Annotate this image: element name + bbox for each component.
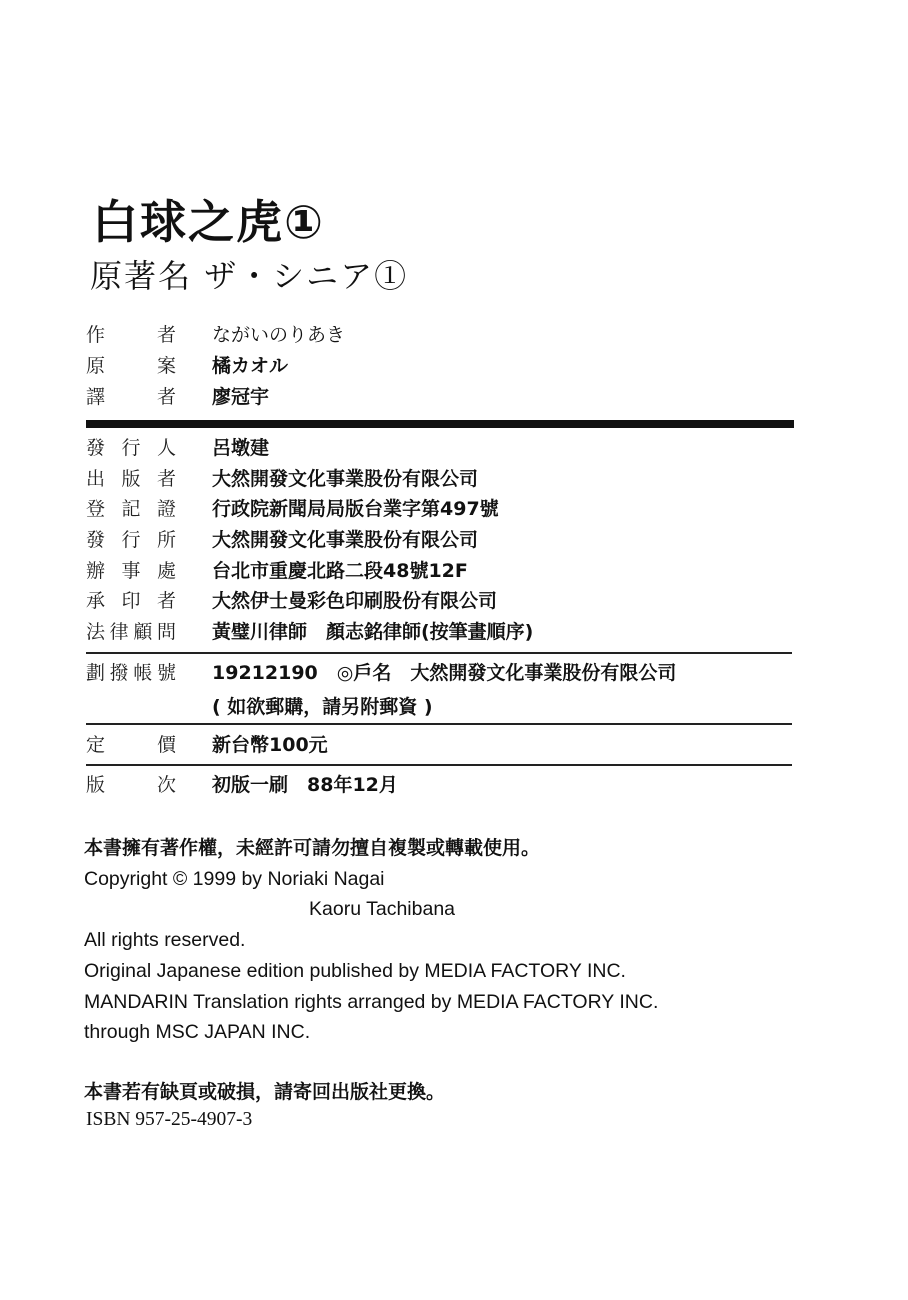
pub-value: 台北市重慶北路二段48號12F <box>212 560 468 582</box>
book-title: 白球之虎① <box>92 195 325 249</box>
account-note: ( 如欲郵購，請另附郵資 ) <box>212 696 433 718</box>
credit-label: 譯 者 <box>86 386 176 408</box>
isbn: ISBN 957-25-4907-3 <box>86 1109 253 1130</box>
pub-label: 法律顧問 <box>86 621 176 643</box>
pub-value: 行政院新聞局局版台業字第497號 <box>212 498 499 520</box>
rights-reserved: All rights reserved. <box>84 929 246 951</box>
divider <box>86 652 792 654</box>
credit-label: 作 者 <box>86 324 176 346</box>
price-value: 新台幣100元 <box>212 734 328 756</box>
credit-value: 橘カオル <box>212 355 289 377</box>
pub-label: 登記證 <box>86 498 176 520</box>
pub-value: 大然開發文化事業股份有限公司 <box>212 529 479 551</box>
divider <box>86 723 792 725</box>
pub-value: 呂墩建 <box>212 437 270 459</box>
credit-label: 原 案 <box>86 355 176 377</box>
translation-rights-line: MANDARIN Translation rights arranged by MEDIA FACTORY INC. <box>84 991 659 1013</box>
pub-label: 承印者 <box>86 590 176 612</box>
pub-label: 發行人 <box>86 437 176 459</box>
copyright-notice: 本書擁有著作權，未經許可請勿擅自複製或轉載使用。 <box>84 837 541 859</box>
pub-value: 大然開發文化事業股份有限公司 <box>212 468 479 490</box>
pub-label: 出版者 <box>86 468 176 490</box>
defect-notice: 本書若有缺頁或破損，請寄回出版社更換。 <box>84 1081 446 1103</box>
original-title: 原著名 ザ・シニア① <box>90 257 409 295</box>
edition-label: 版 次 <box>86 774 176 796</box>
agency-line: through MSC JAPAN INC. <box>84 1021 311 1043</box>
divider <box>86 764 792 766</box>
thick-divider <box>86 420 794 428</box>
edition-value: 初版一刷 88年12月 <box>212 774 398 796</box>
account-value: 19212190 ◎戶名 大然開發文化事業股份有限公司 <box>212 662 677 684</box>
credit-value: 廖冠宇 <box>212 386 270 408</box>
account-label: 劃撥帳號 <box>86 662 176 684</box>
pub-value: 黃璧川律師 顏志銘律師(按筆畫順序) <box>212 621 534 643</box>
copyright-line: Copyright © 1999 by Noriaki Nagai <box>84 868 385 890</box>
pub-label: 發行所 <box>86 529 176 551</box>
pub-label: 辦事處 <box>86 560 176 582</box>
price-label: 定 價 <box>86 734 176 756</box>
credit-value: ながいのりあき <box>212 324 346 346</box>
copyright-coauthor: Kaoru Tachibana <box>309 898 456 920</box>
pub-value: 大然伊士曼彩色印刷股份有限公司 <box>212 590 498 612</box>
original-edition-line: Original Japanese edition published by MEDIA FACTORY INC. <box>84 960 626 982</box>
